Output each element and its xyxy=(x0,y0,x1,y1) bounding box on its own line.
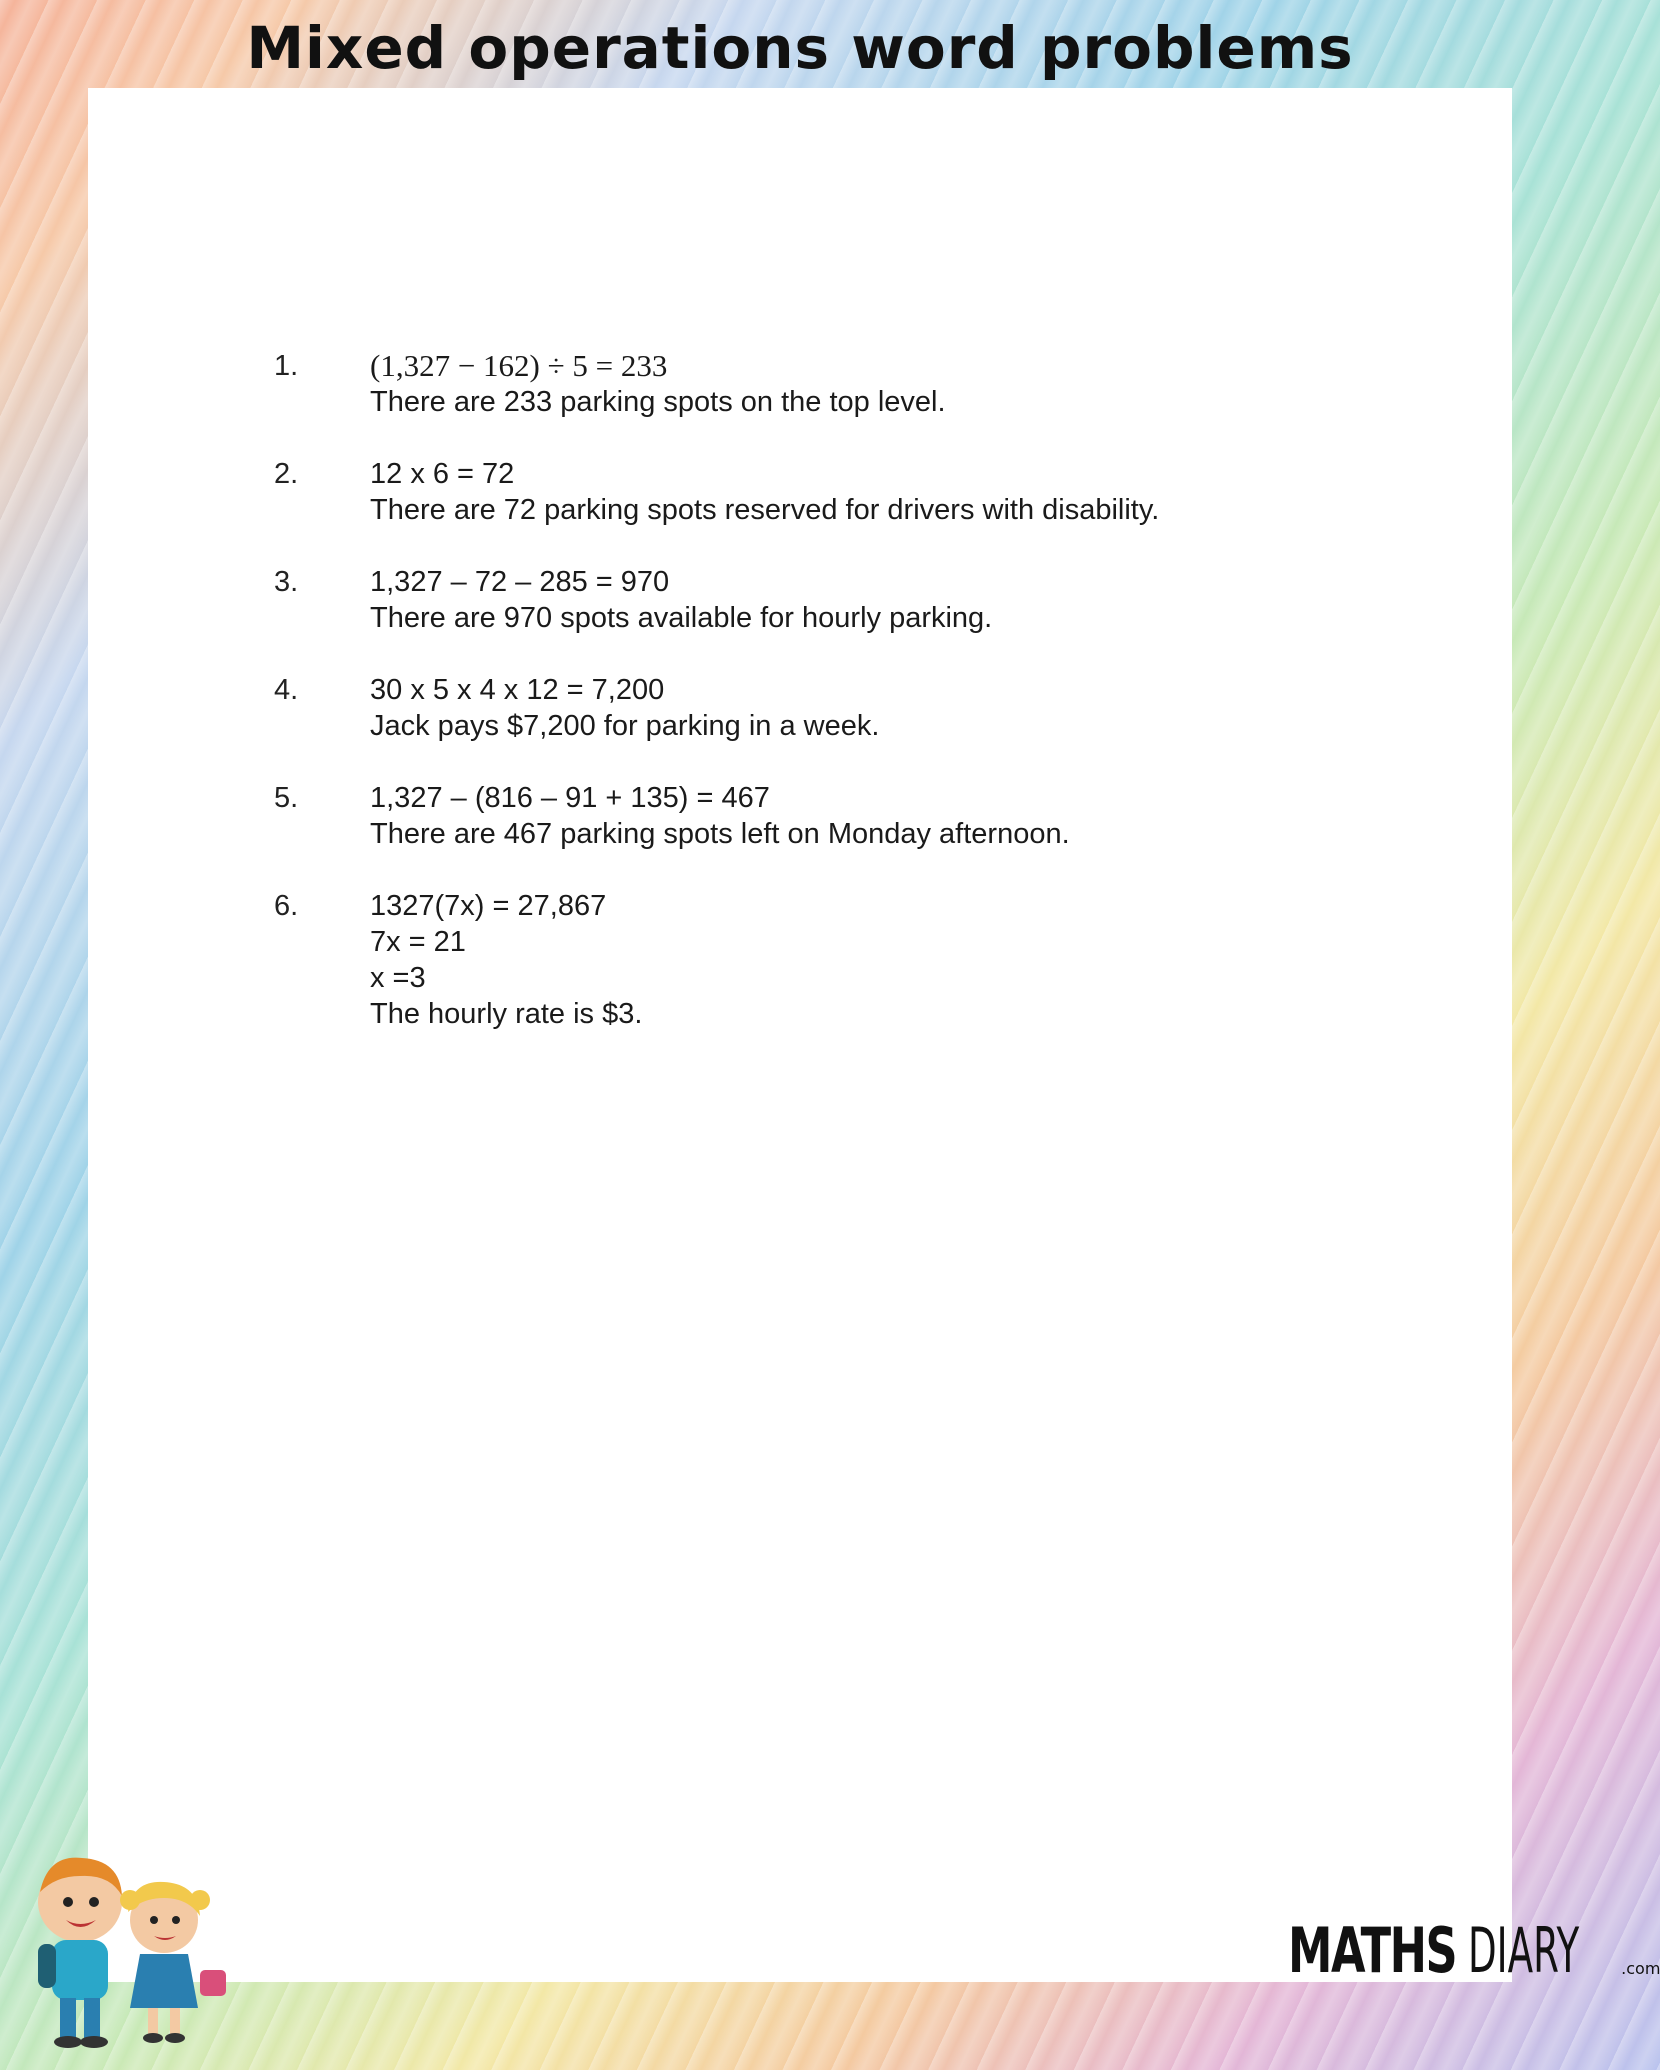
answer-equation: (1,327 − 162) ÷ 5 = 233 xyxy=(370,348,668,383)
brand-main: MATHS xyxy=(1288,1914,1457,1987)
answer-item-3 xyxy=(274,564,1374,636)
brand-secondary: DIARY xyxy=(1467,1914,1579,1987)
page-title: Mixed operations word problems xyxy=(246,14,1354,82)
answer-number: 4. xyxy=(274,674,299,706)
answer-list xyxy=(274,348,1374,1068)
answer-item-6 xyxy=(274,888,1374,1032)
answer-statement: There are 72 parking spots reserved for drivers with disability. xyxy=(370,494,1160,526)
answer-statement: The hourly rate is $3. xyxy=(370,998,643,1030)
answer-equation: 1,327 – (816 – 91 + 135) = 467 xyxy=(370,782,770,814)
brand-suffix: .com xyxy=(1621,1959,1660,1978)
answer-equation: 30 x 5 x 4 x 12 = 7,200 xyxy=(370,674,665,706)
answer-step: x =3 xyxy=(370,962,426,994)
answer-number: 3. xyxy=(274,566,299,598)
answer-equation: 1,327 – 72 – 285 = 970 xyxy=(370,566,670,598)
answer-number: 5. xyxy=(274,782,299,814)
answer-equation: 1327(7x) = 27,867 xyxy=(370,890,607,922)
answer-step: 7x = 21 xyxy=(370,926,466,958)
answer-number: 2. xyxy=(274,458,299,490)
answer-item-2 xyxy=(274,456,1374,528)
answer-item-4 xyxy=(274,672,1374,744)
kids-illustration-icon xyxy=(18,1840,238,2050)
answer-equation: 12 x 6 = 72 xyxy=(370,458,515,490)
answer-sheet xyxy=(88,88,1512,1987)
answer-number: 6. xyxy=(274,890,299,922)
answer-item-5 xyxy=(274,780,1374,852)
answer-statement: There are 233 parking spots on the top level. xyxy=(370,386,946,418)
brand-logo xyxy=(1288,1912,1660,1987)
answer-number: 1. xyxy=(274,350,299,382)
answer-statement: There are 970 spots available for hourly parking. xyxy=(370,602,993,634)
answer-statement: There are 467 parking spots left on Monday afternoon. xyxy=(370,818,1070,850)
answer-statement: Jack pays $7,200 for parking in a week. xyxy=(370,710,880,742)
answer-item-1 xyxy=(274,348,1374,420)
